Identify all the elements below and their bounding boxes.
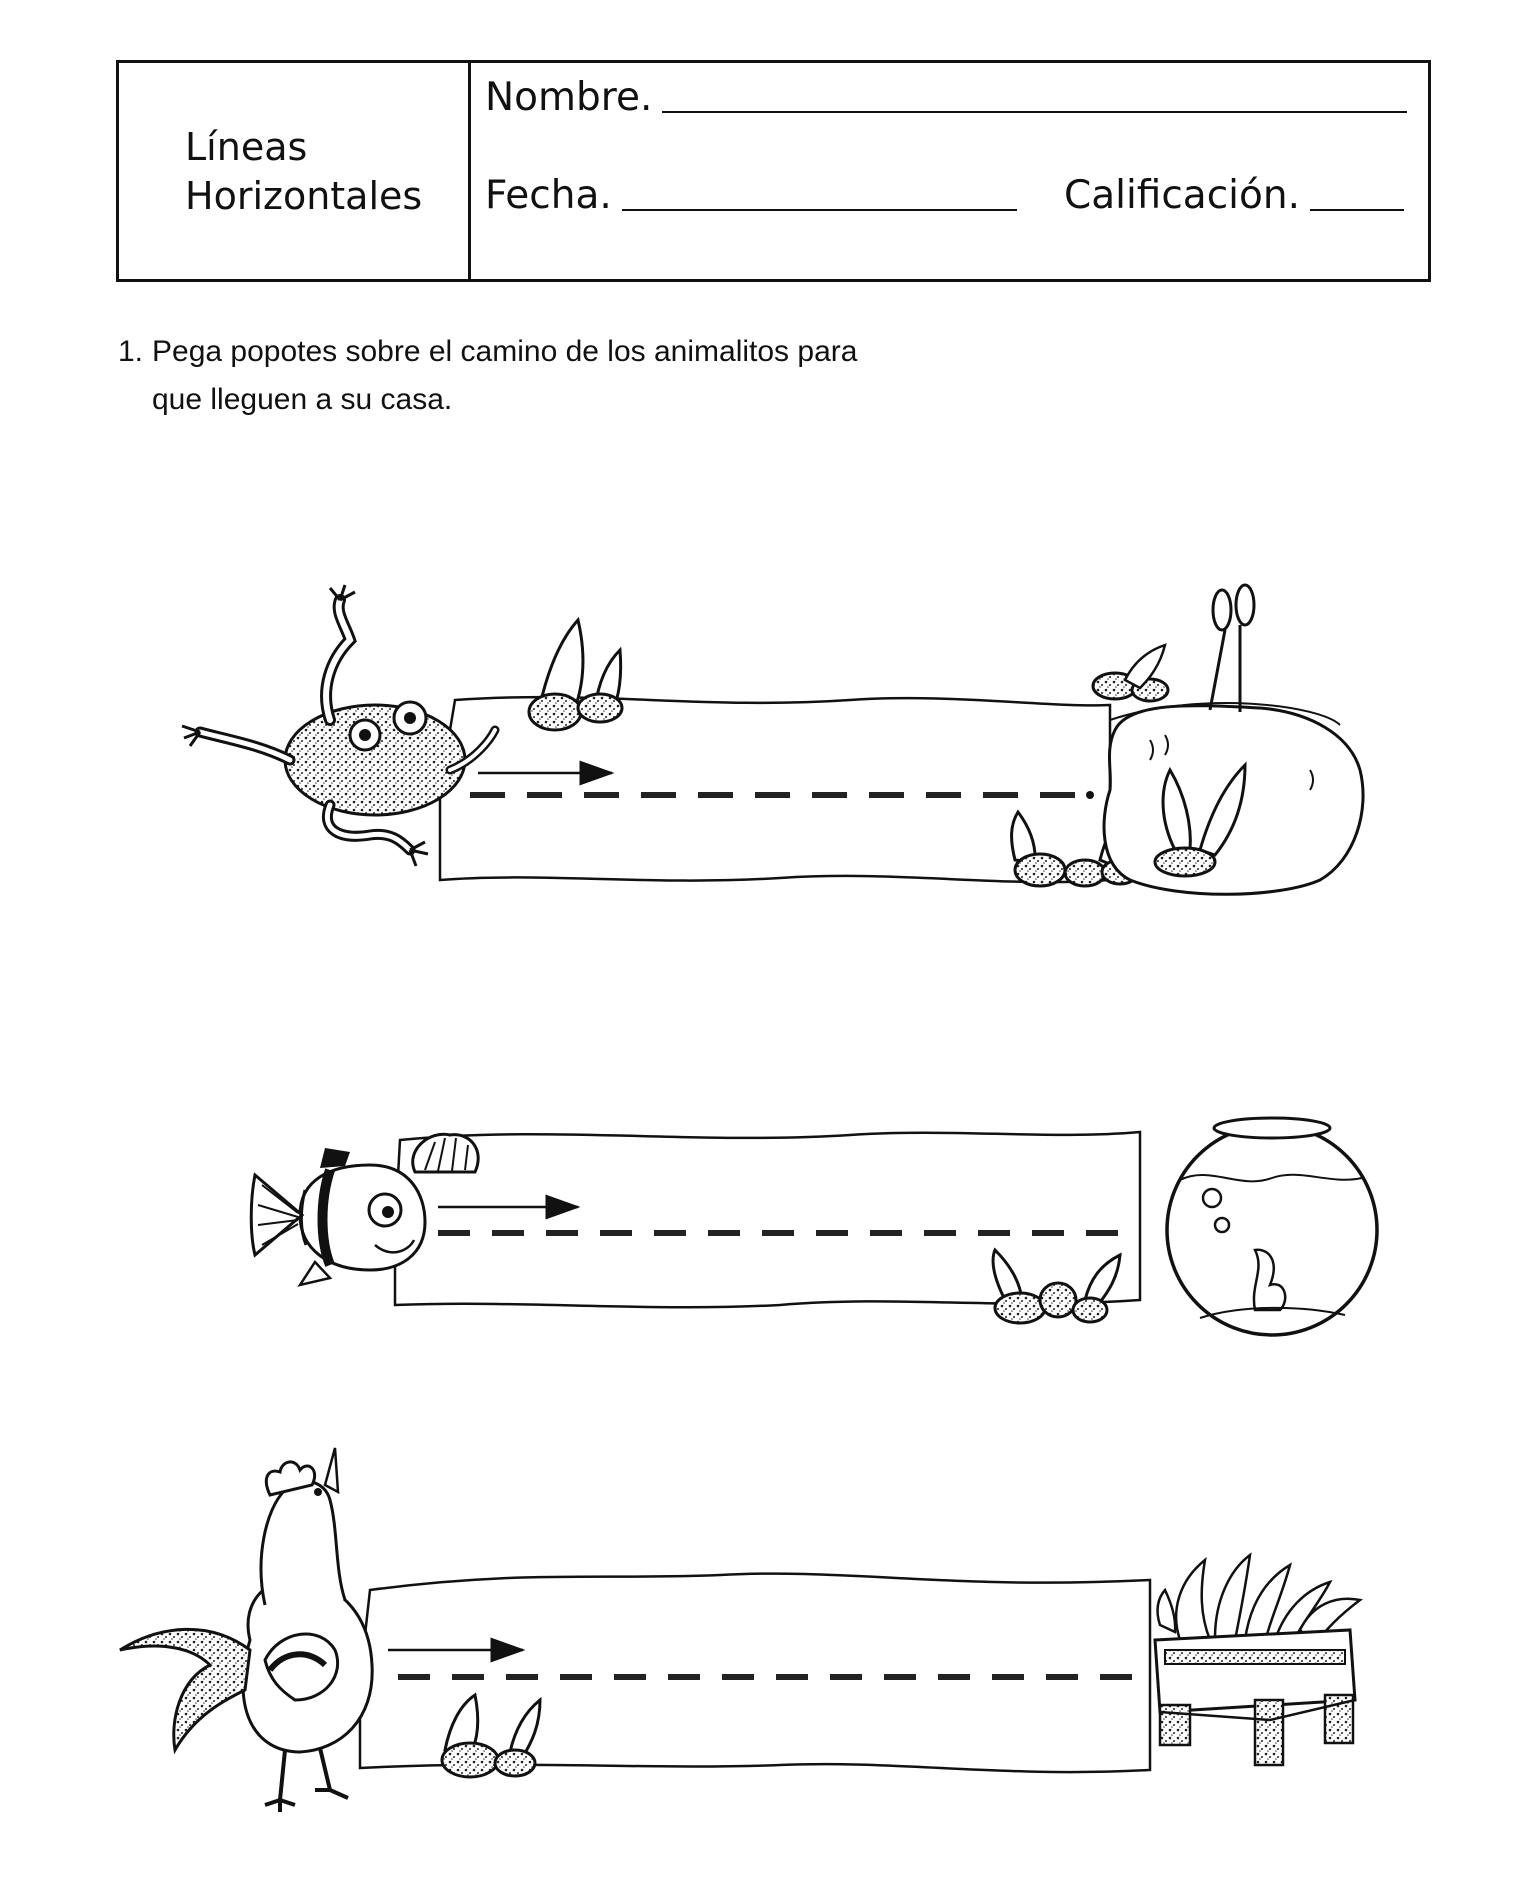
title-line-1: Líneas bbox=[185, 125, 308, 169]
planter-box-icon bbox=[1155, 1555, 1360, 1765]
pond-icon bbox=[1093, 585, 1363, 894]
rocks-leaves-icon bbox=[529, 620, 622, 730]
instruction-line-2: que lleguen a su casa. bbox=[152, 383, 453, 416]
shell-icon bbox=[413, 1134, 478, 1172]
fish-path-band bbox=[395, 1132, 1140, 1307]
frog-icon bbox=[182, 585, 495, 866]
row-frog bbox=[182, 585, 1363, 894]
fishbowl-icon bbox=[1167, 1118, 1377, 1335]
row-fish bbox=[251, 1118, 1377, 1335]
instruction-line-1: Pega popotes sobre el camino de los animalitos para bbox=[152, 335, 858, 368]
calificacion-label: Calificación. bbox=[1064, 173, 1300, 218]
rooster-icon bbox=[120, 1448, 372, 1812]
rocks-leaves-icon bbox=[442, 1695, 540, 1777]
row-rooster bbox=[120, 1448, 1360, 1812]
nombre-label: Nombre. bbox=[485, 75, 653, 120]
fecha-label: Fecha. bbox=[485, 173, 612, 218]
instruction-number: 1. bbox=[118, 335, 144, 368]
rocks-leaves-icon bbox=[993, 1250, 1120, 1323]
title-line-2: Horizontales bbox=[185, 174, 423, 218]
